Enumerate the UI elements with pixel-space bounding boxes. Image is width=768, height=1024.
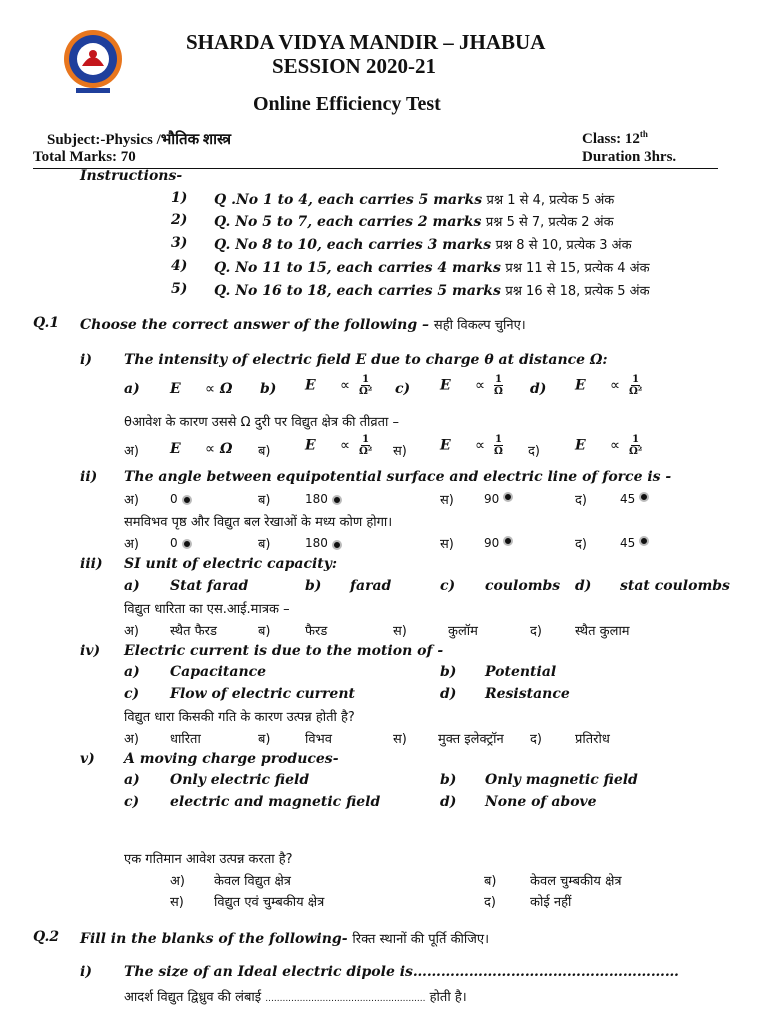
option-value: 180 <box>305 536 342 550</box>
subquestion-text: A moving charge produces- <box>124 751 339 767</box>
instruction-number: 1) <box>171 190 188 206</box>
degree-mark-icon <box>332 495 342 505</box>
option-text: coulombs <box>485 578 561 594</box>
option-formula: E ∝ $\frac{1}{\text{Ω²}}$ <box>575 374 643 397</box>
degree-mark-icon <box>182 495 192 505</box>
option-text: विद्युत एवं चुम्बकीय क्षेत्र <box>214 895 325 910</box>
option-label: ब) <box>258 493 271 508</box>
degree-mark-icon <box>639 536 649 546</box>
option-label: द) <box>575 537 587 552</box>
option-label: ब) <box>258 537 271 552</box>
subquestion-text: The size of an Ideal electric dipole is………………………………………………… <box>124 964 679 980</box>
option-label: ब) <box>258 624 271 639</box>
option-label: अ) <box>170 874 186 889</box>
option-formula: E ∝ Ω <box>170 381 233 397</box>
option-label: द) <box>530 624 542 639</box>
option-label: a) <box>124 578 140 594</box>
subquestion-text: Electric current is due to the motion of - <box>124 643 444 659</box>
option-text: मुक्त इलेक्ट्रॉन <box>438 732 504 747</box>
school-logo <box>62 28 124 96</box>
option-label: c) <box>124 794 140 810</box>
option-text: Potential <box>485 664 557 680</box>
option-text: electric and magnetic field <box>170 794 381 810</box>
option-label: अ) <box>124 624 140 639</box>
question-number: Q.2 <box>33 929 60 945</box>
instruction-item: Q. No 8 to 10, each carries 3 marks प्रश्न 8 से 10, प्रत्येक 3 अंक <box>214 237 632 253</box>
option-label: b) <box>305 578 322 594</box>
option-label: b) <box>440 664 457 680</box>
option-text: केवल विद्युत क्षेत्र <box>214 874 291 889</box>
option-label: c) <box>124 686 140 702</box>
option-label: स) <box>393 444 407 459</box>
option-label: द) <box>528 444 540 459</box>
school-name: SHARDA VIDYA MANDIR – JHABUA <box>186 30 546 54</box>
option-formula: E ∝ $\frac{1}{\text{Ω²}}$ <box>305 434 373 457</box>
subquestion-number: i) <box>80 352 92 368</box>
subquestion-number: v) <box>80 751 95 767</box>
option-text: Stat farad <box>170 578 249 594</box>
option-label: c) <box>395 381 411 397</box>
option-label: ब) <box>484 874 497 889</box>
option-text: केवल चुम्बकीय क्षेत्र <box>530 874 622 889</box>
subquestion-text: The intensity of electric field E due to charge θ at distance Ω: <box>124 352 608 368</box>
subquestion-number: iii) <box>80 556 103 572</box>
instruction-number: 2) <box>171 212 188 228</box>
option-label: अ) <box>124 537 140 552</box>
total-marks: Total Marks: 70 <box>33 149 136 165</box>
instruction-number: 3) <box>171 235 188 251</box>
option-text: विभव <box>305 732 332 747</box>
subquestion-number: i) <box>80 964 92 980</box>
subquestion-number: ii) <box>80 469 98 485</box>
question-number: Q.1 <box>33 315 60 331</box>
option-value: 180 <box>305 492 342 506</box>
option-label: d) <box>575 578 592 594</box>
session: SESSION 2020-21 <box>272 54 436 78</box>
subject: Subject:-Physics /भौतिक शास्त्र <box>47 132 232 148</box>
instruction-item: Q .No 1 to 4, each carries 5 marks प्रश्न 1 से 4, प्रत्येक 5 अंक <box>214 192 615 208</box>
instruction-item: Q. No 11 to 15, each carries 4 marks प्रश्न 11 से 15, प्रत्येक 4 अंक <box>214 260 650 276</box>
option-label: b) <box>440 772 457 788</box>
option-label: स) <box>440 537 454 552</box>
option-label: अ) <box>124 444 140 459</box>
option-label: द) <box>530 732 542 747</box>
subquestion-text: The angle between equipotential surface and electric line of force is - <box>124 469 672 485</box>
option-text: स्थैत फैरड <box>170 624 217 639</box>
option-value: 45 <box>620 492 649 506</box>
option-value: 90 <box>484 492 513 506</box>
subquestion-text-hindi: विद्युत धारिता का एस.आई.मात्रक – <box>124 602 290 617</box>
option-label: स) <box>440 493 454 508</box>
option-label: a) <box>124 381 140 397</box>
instruction-number: 4) <box>171 258 188 274</box>
option-text: कुलॉम <box>448 624 478 639</box>
test-title: Online Efficiency Test <box>253 93 441 115</box>
degree-mark-icon <box>639 492 649 502</box>
subquestion-text-hindi: एक गतिमान आवेश उत्पन्न करता है? <box>124 852 293 867</box>
option-label: c) <box>440 578 456 594</box>
instruction-item: Q. No 5 to 7, each carries 2 marks प्रश्न 5 से 7, प्रत्येक 2 अंक <box>214 214 614 230</box>
question-text: Choose the correct answer of the following – सही विकल्प चुनिए। <box>80 317 526 333</box>
subquestion-text-hindi: आदर्श विद्युत द्विध्रुव की लंबाई ........................................................ होती है। <box>124 990 467 1005</box>
option-label: d) <box>530 381 547 397</box>
option-text: Resistance <box>485 686 570 702</box>
option-label: द) <box>575 493 587 508</box>
option-label: स) <box>393 732 407 747</box>
option-text: स्थैत कुलाम <box>575 624 630 639</box>
option-label: d) <box>440 686 457 702</box>
subquestion-number: iv) <box>80 643 101 659</box>
option-label: स) <box>170 895 184 910</box>
option-formula: E ∝ $\frac{1}{\Omega}$ <box>440 434 503 457</box>
degree-mark-icon <box>503 536 513 546</box>
option-text: Only electric field <box>170 772 310 788</box>
degree-mark-icon <box>332 540 342 550</box>
instruction-item: Q. No 16 to 18, each carries 5 marks प्रश्न 16 से 18, प्रत्येक 5 अंक <box>214 283 650 299</box>
option-label: अ) <box>124 493 140 508</box>
option-text: None of above <box>485 794 597 810</box>
subquestion-text-hindi: समविभव पृष्ठ और विद्युत बल रेखाओं के मध्य कोण होगा। <box>124 515 393 530</box>
degree-mark-icon <box>503 492 513 502</box>
option-formula: E ∝ $\frac{1}{\Omega}$ <box>440 374 503 397</box>
option-text: Capacitance <box>170 664 267 680</box>
class: Class: 12th <box>582 129 648 147</box>
option-text: प्रतिरोध <box>575 732 610 747</box>
option-text: कोई नहीं <box>530 895 572 910</box>
instruction-number: 5) <box>171 281 188 297</box>
option-label: द) <box>484 895 496 910</box>
subquestion-text: SI unit of electric capacity: <box>124 556 338 572</box>
subquestion-text-hindi: विद्युत धारा किसकी गति के कारण उत्पन्न होती है? <box>124 710 355 725</box>
option-value: 45 <box>620 536 649 550</box>
option-text: Only magnetic field <box>485 772 638 788</box>
option-label: अ) <box>124 732 140 747</box>
option-formula: E ∝ $\frac{1}{\text{Ω²}}$ <box>575 434 643 457</box>
option-value: 0 <box>170 492 192 506</box>
option-label: d) <box>440 794 457 810</box>
option-label: ब) <box>258 732 271 747</box>
question-text: Fill in the blanks of the following- रिक्त स्थानों की पूर्ति कीजिए। <box>80 931 490 947</box>
option-value: 90 <box>484 536 513 550</box>
option-value: 0 <box>170 536 192 550</box>
option-text: धारिता <box>170 732 201 747</box>
option-formula: E ∝ $\frac{1}{\text{Ω²}}$ <box>305 374 373 397</box>
option-text: stat coulombs <box>620 578 730 594</box>
option-text: farad <box>350 578 392 594</box>
instructions-title: Instructions- <box>80 168 183 184</box>
option-label: ब) <box>258 444 271 459</box>
option-text: फैरड <box>305 624 328 639</box>
option-label: a) <box>124 664 140 680</box>
option-label: a) <box>124 772 140 788</box>
duration: Duration 3hrs. <box>582 149 677 165</box>
option-formula: E ∝ Ω <box>170 441 233 457</box>
degree-mark-icon <box>182 539 192 549</box>
option-label: b) <box>260 381 277 397</box>
subquestion-text-hindi: θआवेश के कारण उससे Ω दुरी पर विद्युत क्षेत्र की तीव्रता – <box>124 415 400 430</box>
option-text: Flow of electric current <box>170 686 355 702</box>
option-label: स) <box>393 624 407 639</box>
